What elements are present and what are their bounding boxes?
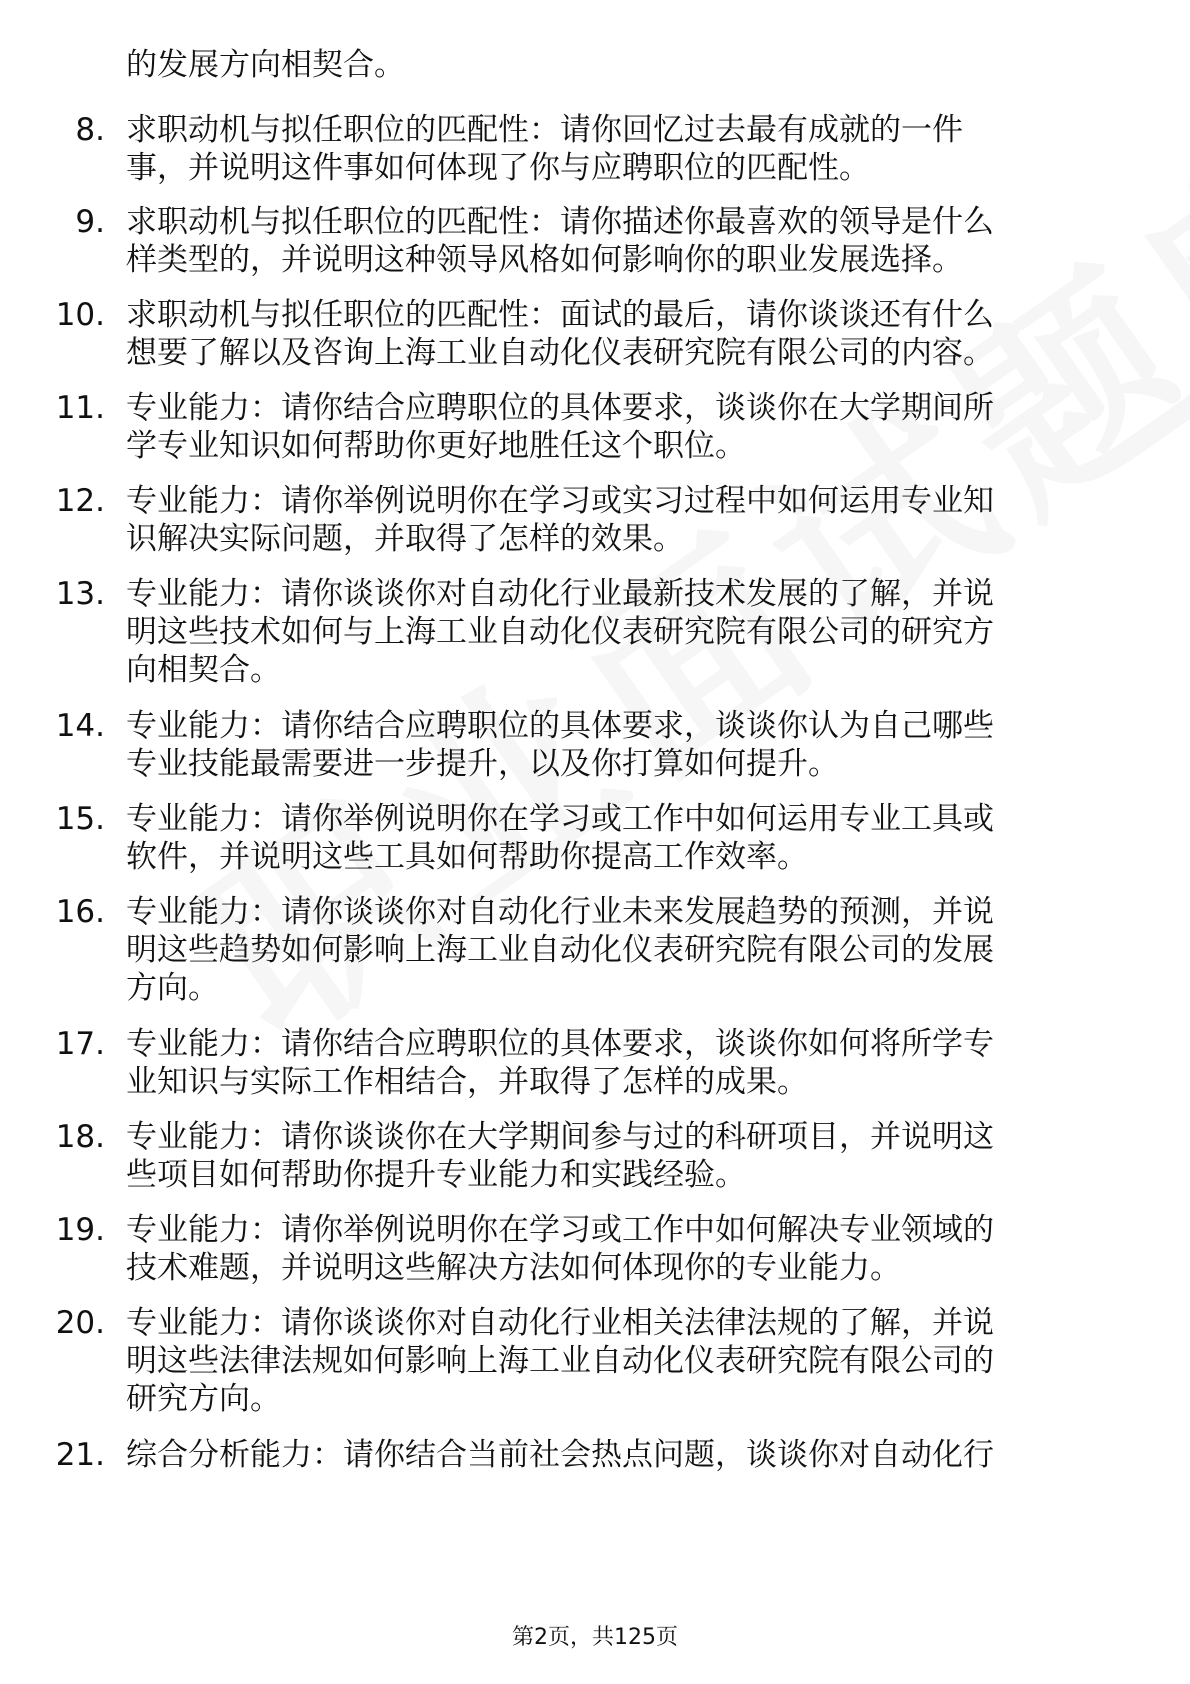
item-text <box>126 389 1106 465</box>
item-line: 求职动机与拟任职位的匹配性：请你描述你最喜欢的领导是什么 <box>126 204 994 240</box>
item-text <box>126 482 1106 558</box>
item-number: 8. <box>75 112 105 148</box>
item-line: 明这些法律法规如何影响上海工业自动化仪表研究院有限公司的 <box>126 1343 994 1379</box>
item-line: 识解决实际问题，并取得了怎样的效果。 <box>126 521 684 557</box>
item-text <box>126 1025 1106 1101</box>
item-number: 14. <box>55 708 105 744</box>
item-line: 专业能力：请你举例说明你在学习或实习过程中如何运用专业知 <box>126 483 994 519</box>
item-text <box>126 111 1106 187</box>
item-number: 15. <box>55 801 105 837</box>
continuation-text: 的发展方向相契合。 <box>126 47 405 83</box>
item-number: 12. <box>55 483 105 519</box>
item-line: 业知识与实际工作相结合，并取得了怎样的成果。 <box>126 1064 808 1100</box>
item-line: 专业能力：请你举例说明你在学习或工作中如何运用专业工具或 <box>126 801 994 837</box>
item-line: 专业能力：请你结合应聘职位的具体要求，谈谈你在大学期间所 <box>126 390 994 426</box>
item-line: 学专业知识如何帮助你更好地胜任这个职位。 <box>126 428 746 464</box>
item-text <box>126 1211 1106 1287</box>
item-text <box>126 1118 1106 1194</box>
item-line: 求职动机与拟任职位的匹配性：面试的最后，请你谈谈还有什么 <box>126 297 994 333</box>
item-line: 求职动机与拟任职位的匹配性：请你回忆过去最有成就的一件 <box>126 112 963 148</box>
item-line: 专业能力：请你结合应聘职位的具体要求，谈谈你如何将所学专 <box>126 1026 994 1062</box>
item-number: 9. <box>75 204 105 240</box>
item-line: 专业能力：请你举例说明你在学习或工作中如何解决专业领域的 <box>126 1212 994 1248</box>
item-number: 13. <box>55 576 105 612</box>
item-number: 11. <box>55 390 105 426</box>
item-line: 明这些趋势如何影响上海工业自动化仪表研究院有限公司的发展 <box>126 932 994 968</box>
item-text <box>126 203 1106 279</box>
item-line: 专业能力：请你谈谈你对自动化行业最新技术发展的了解，并说 <box>126 576 994 612</box>
item-line: 专业能力：请你谈谈你在大学期间参与过的科研项目，并说明这 <box>126 1119 994 1155</box>
item-line: 专业能力：请你谈谈你对自动化行业未来发展趋势的预测，并说 <box>126 894 994 930</box>
item-line: 研究方向。 <box>126 1381 281 1417</box>
item-line: 软件，并说明这些工具如何帮助你提高工作效率。 <box>126 839 808 875</box>
page-footer: 第2页，共125页 <box>512 1625 678 1650</box>
item-line: 技术难题，并说明这些解决方法如何体现你的专业能力。 <box>126 1250 901 1286</box>
item-text <box>126 800 1106 876</box>
item-number: 16. <box>55 894 105 930</box>
item-line: 专业能力：请你结合应聘职位的具体要求，谈谈你认为自己哪些 <box>126 708 994 744</box>
item-line: 些项目如何帮助你提升专业能力和实践经验。 <box>126 1157 746 1193</box>
item-line: 综合分析能力：请你结合当前社会热点问题，谈谈你对自动化行 <box>126 1437 994 1473</box>
item-line: 想要了解以及咨询上海工业自动化仪表研究院有限公司的内容。 <box>126 335 994 371</box>
item-text <box>126 893 1106 1007</box>
item-line: 向相契合。 <box>126 652 281 688</box>
item-line: 事，并说明这件事如何体现了你与应聘职位的匹配性。 <box>126 150 870 186</box>
item-line: 方向。 <box>126 970 219 1006</box>
item-line: 明这些技术如何与上海工业自动化仪表研究院有限公司的研究方 <box>126 614 994 650</box>
item-number: 21. <box>55 1437 105 1473</box>
item-line: 样类型的，并说明这种领导风格如何影响你的职业发展选择。 <box>126 242 963 278</box>
item-text <box>126 296 1106 372</box>
item-text <box>126 575 1106 689</box>
item-text <box>126 707 1106 783</box>
item-text <box>126 1304 1106 1418</box>
item-number: 20. <box>55 1305 105 1341</box>
item-number: 10. <box>55 297 105 333</box>
item-line: 专业技能最需要进一步提升，以及你打算如何提升。 <box>126 746 839 782</box>
item-number: 17. <box>55 1026 105 1062</box>
item-line: 专业能力：请你谈谈你对自动化行业相关法律法规的了解，并说 <box>126 1305 994 1341</box>
item-number: 19. <box>55 1212 105 1248</box>
item-number: 18. <box>55 1119 105 1155</box>
item-text <box>126 1436 1106 1474</box>
